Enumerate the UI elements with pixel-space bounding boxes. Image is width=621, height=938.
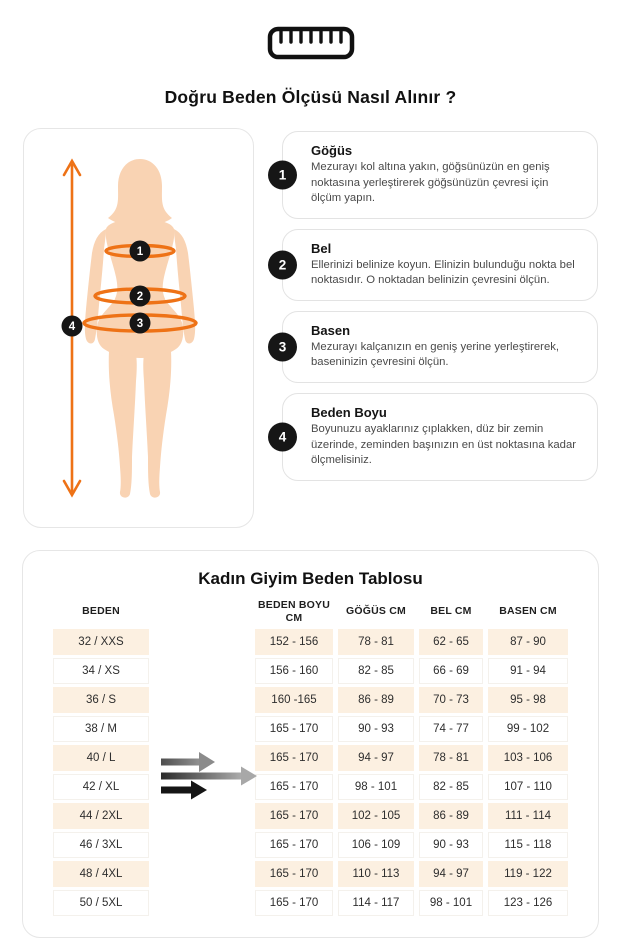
cell-height: 165 - 170 xyxy=(255,745,333,771)
size-table-row xyxy=(53,803,568,829)
cell-size: 44 / 2XL xyxy=(53,803,149,829)
figure-badge-1 xyxy=(130,241,151,262)
svg-text:4: 4 xyxy=(68,321,76,333)
step-description: Mezurayı kalçanızın en geniş yerine yerleştirerek, baseninizin çevresini ölçün. xyxy=(311,340,560,369)
cell-chest: 106 - 109 xyxy=(338,832,414,858)
cell-hip: 123 - 126 xyxy=(488,890,568,916)
size-table-header-row xyxy=(53,598,568,626)
cell-hip: 99 - 102 xyxy=(488,716,568,742)
cell-spacer xyxy=(154,890,250,916)
step-number-badge: 4 xyxy=(268,422,297,451)
cell-height: 165 - 170 xyxy=(255,774,333,800)
step-title: Beden Boyu xyxy=(311,405,387,421)
cell-waist: 78 - 81 xyxy=(419,745,483,771)
cell-spacer xyxy=(154,832,250,858)
cell-chest: 110 - 113 xyxy=(338,861,414,887)
step-number-badge: 3 xyxy=(268,332,297,361)
size-table xyxy=(48,595,573,919)
cell-chest: 86 - 89 xyxy=(338,687,414,713)
cell-size: 34 / XS xyxy=(53,658,149,684)
cell-chest: 94 - 97 xyxy=(338,745,414,771)
cell-hip: 119 - 122 xyxy=(488,861,568,887)
measure-step-card xyxy=(278,311,598,383)
cell-spacer xyxy=(154,687,250,713)
step-title: Bel xyxy=(311,240,332,256)
arrow-bottom xyxy=(161,781,207,800)
svg-text:1: 1 xyxy=(136,246,144,258)
size-table-row xyxy=(53,658,568,684)
cell-size: 48 / 4XL xyxy=(53,861,149,887)
step-number-badge: 1 xyxy=(268,160,297,189)
step-description: Mezurayı kol altına yakın, göğsünüzün en geniş noktasına yerleştirerek göğsünüzün çevresi için ölçüm yapın. xyxy=(311,161,550,205)
size-table-row xyxy=(53,745,568,771)
cell-chest: 114 - 117 xyxy=(338,890,414,916)
arrow-top xyxy=(161,752,215,772)
svg-text:2: 2 xyxy=(136,291,144,303)
col-header-basen: BASEN CM xyxy=(499,605,557,618)
cell-waist: 82 - 85 xyxy=(419,774,483,800)
cell-spacer xyxy=(154,716,250,742)
col-header-beden-boyu: BEDEN BOYU CM xyxy=(257,598,330,624)
cell-spacer xyxy=(154,629,250,655)
size-table-row xyxy=(53,861,568,887)
body-figure-card xyxy=(23,128,254,528)
cell-waist: 94 - 97 xyxy=(419,861,483,887)
cell-height: 165 - 170 xyxy=(255,803,333,829)
header xyxy=(0,26,621,108)
col-header-spacer xyxy=(154,598,250,626)
cell-waist: 66 - 69 xyxy=(419,658,483,684)
cell-waist: 62 - 65 xyxy=(419,629,483,655)
cell-chest: 98 - 101 xyxy=(338,774,414,800)
figure-badge-2 xyxy=(130,286,151,307)
size-table-card xyxy=(22,550,599,938)
size-table-title: Kadın Giyim Beden Tablosu xyxy=(198,569,423,588)
size-table-row xyxy=(53,629,568,655)
figure-badge-4 xyxy=(62,316,83,337)
size-table-row xyxy=(53,716,568,742)
cell-size: 40 / L xyxy=(53,745,149,771)
cell-hip: 107 - 110 xyxy=(488,774,568,800)
size-table-row xyxy=(53,687,568,713)
figure-badge-3 xyxy=(130,313,151,334)
step-description: Boyunuzu ayaklarınız çıplakken, düz bir zemin üzerinde, zeminden başınızın en üst noktasına kadar ölçmelisiniz. xyxy=(311,423,577,467)
cell-chest: 78 - 81 xyxy=(338,629,414,655)
size-table-row xyxy=(53,832,568,858)
cell-chest: 82 - 85 xyxy=(338,658,414,684)
cell-waist: 70 - 73 xyxy=(419,687,483,713)
step-title: Göğüs xyxy=(311,143,353,158)
size-table-row xyxy=(53,890,568,916)
measure-guide-section xyxy=(0,128,621,528)
step-number-badge: 2 xyxy=(268,250,297,279)
cell-hip: 115 - 118 xyxy=(488,832,568,858)
cell-hip: 95 - 98 xyxy=(488,687,568,713)
cell-size: 46 / 3XL xyxy=(53,832,149,858)
col-header-gogus: GÖĞÜS CM xyxy=(346,605,406,618)
cell-height: 165 - 170 xyxy=(255,832,333,858)
cell-waist: 98 - 101 xyxy=(419,890,483,916)
cell-spacer xyxy=(154,658,250,684)
cell-size: 50 / 5XL xyxy=(53,890,149,916)
col-header-bel: BEL CM xyxy=(430,605,472,618)
cell-hip: 91 - 94 xyxy=(488,658,568,684)
cell-height: 165 - 170 xyxy=(255,861,333,887)
cell-hip: 111 - 114 xyxy=(488,803,568,829)
measure-step-card xyxy=(278,229,598,301)
measure-step-card xyxy=(278,393,598,481)
cell-size: 36 / S xyxy=(53,687,149,713)
ruler-icon xyxy=(267,26,355,65)
body-measurement-diagram xyxy=(24,129,254,528)
cell-height: 152 - 156 xyxy=(255,629,333,655)
step-description: Ellerinizi belinize koyun. Elinizin bulunduğu nokta bel noktasıdır. O noktadan belinizin çevresini ölçün. xyxy=(311,258,575,287)
measure-step-card xyxy=(278,131,598,219)
cell-hip: 103 - 106 xyxy=(488,745,568,771)
cell-spacer xyxy=(154,861,250,887)
cell-size: 42 / XL xyxy=(53,774,149,800)
cell-height: 156 - 160 xyxy=(255,658,333,684)
cell-height: 165 - 170 xyxy=(255,716,333,742)
cell-size: 32 / XXS xyxy=(53,629,149,655)
cell-waist: 74 - 77 xyxy=(419,716,483,742)
col-header-beden: BEDEN xyxy=(82,605,120,618)
cell-size: 38 / M xyxy=(53,716,149,742)
size-table-row xyxy=(53,774,568,800)
cell-chest: 102 - 105 xyxy=(338,803,414,829)
measure-steps-list xyxy=(278,128,598,481)
svg-text:3: 3 xyxy=(136,318,144,330)
cell-waist: 90 - 93 xyxy=(419,832,483,858)
page-title: Doğru Beden Ölçüsü Nasıl Alınır ? xyxy=(164,87,457,107)
cell-chest: 90 - 93 xyxy=(338,716,414,742)
cell-waist: 86 - 89 xyxy=(419,803,483,829)
cell-height: 165 - 170 xyxy=(255,890,333,916)
arrow-middle xyxy=(161,767,257,786)
step-title: Basen xyxy=(311,322,351,338)
cell-hip: 87 - 90 xyxy=(488,629,568,655)
cell-height: 160 -165 xyxy=(255,687,333,713)
row-highlight-arrows-icon xyxy=(159,749,263,810)
